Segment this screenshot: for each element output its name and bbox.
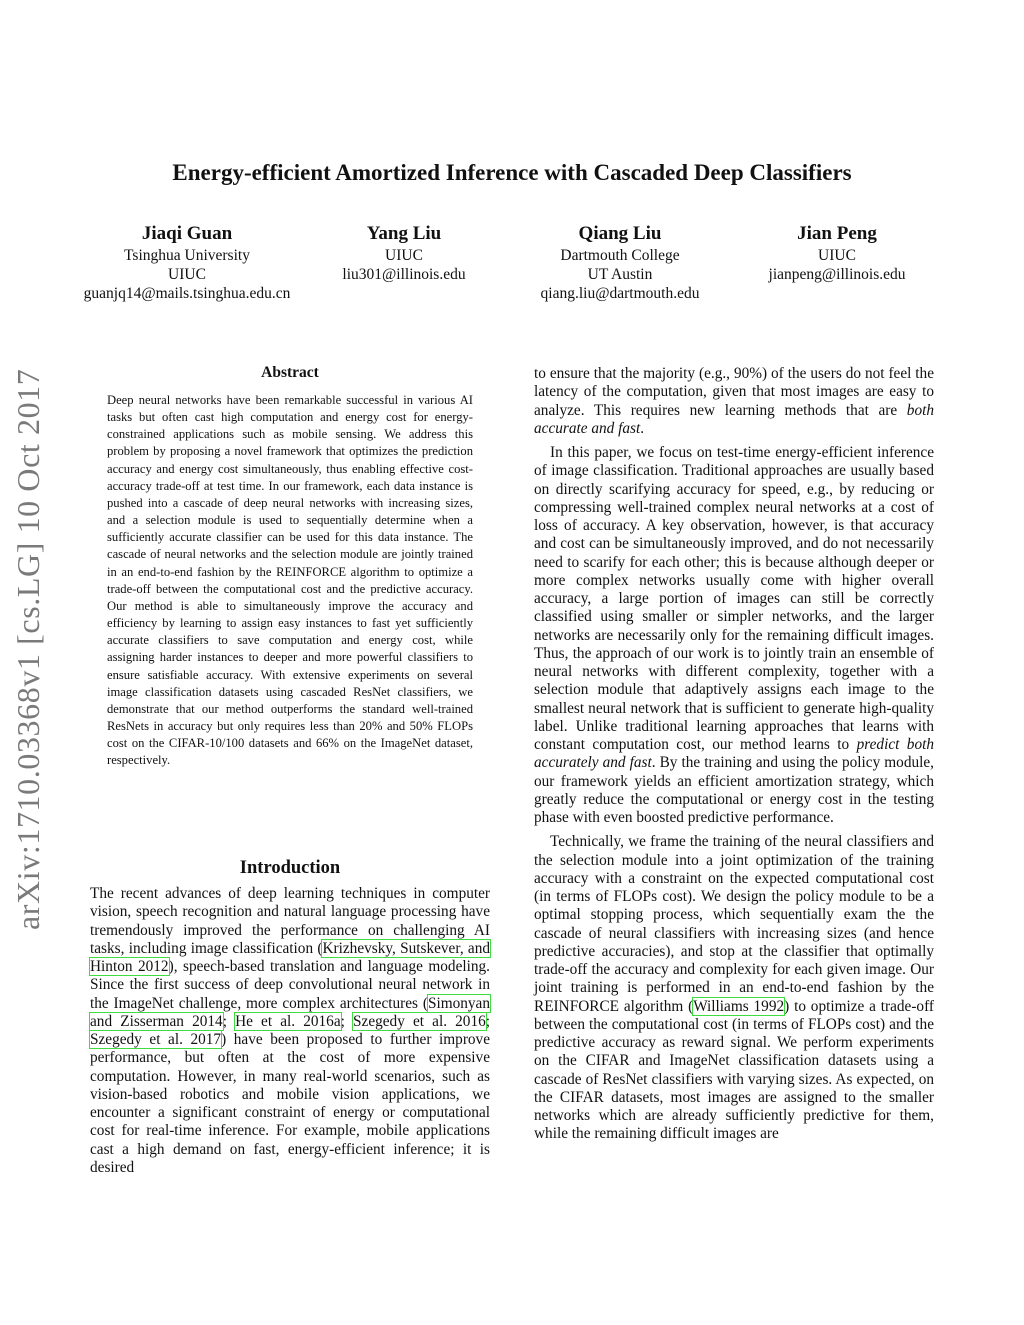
citation-link[interactable]: Szegedy et al. 2016	[353, 1012, 486, 1030]
citation-link[interactable]: Simonyan and Zisserman 2014	[90, 994, 490, 1030]
author-affiliation: Dartmouth College	[560, 247, 680, 264]
author-name: Qiang Liu	[578, 223, 662, 244]
author-affiliation: UIUC	[385, 247, 423, 264]
citation-link[interactable]: He et al. 2016a	[235, 1012, 341, 1030]
author-affiliation: UIUC	[168, 266, 206, 283]
author-name: Jian Peng	[797, 223, 877, 244]
intro-paragraph: In this paper, we focus on test-time energy-efficient inference of image classification. Traditional approaches are usually based on directly scarifying accuracy for speed, e.g., by reducing or compressing well-trained complex neural networks at a cost of loss of accuracy. A key observation, however, is that accuracy and cost can be simultaneously improved, and do not necessarily need to scarify for each other; this is because although deeper or more complex networks usually come with higher overall accuracy, a large portion of images can still be correctly classified using smaller or simpler networks, and the larger networks are necessarily only for the remaining difficult images. Thus, the approach of our work is to jointly train an ensemble of neural networks with different complexity, together with a selection module that adaptively assigns each image to the smallest neural network that is sufficient to generate high-quality label. Unlike traditional learning approaches that learns with constant computation cost, our method learns to predict both accurately and fast. By the training and using the policy module, our framework yields an efficient amortization strategy, which greatly reduce the computational or energy cost in the testing phase with even boosted predictive performance.	[534, 444, 934, 826]
intro-paragraph: to ensure that the majority (e.g., 90%) of the users do not feel the latency of the computation, given that most images are easy to analyze. This requires new learning methods that are both accurate and fast.	[534, 365, 934, 437]
abstract-heading: Abstract	[261, 364, 319, 381]
arxiv-identifier[interactable]: arXiv:1710.03368v1 [cs.LG] 10 Oct 2017	[10, 368, 46, 930]
author-block	[717, 222, 957, 284]
author-email[interactable]: qiang.liu@dartmouth.edu	[540, 285, 700, 302]
right-column-text	[534, 365, 934, 1144]
author-email[interactable]: jianpeng@illinois.edu	[768, 266, 906, 283]
author-email[interactable]: guanjq14@mails.tsinghua.edu.cn	[83, 285, 291, 302]
left-column-text	[90, 885, 490, 1177]
intro-paragraph: Technically, we frame the training of the neural classifiers and the selection module into a joint optimization of the training accuracy with a constraint on the expected computational cost (in terms of FLOPs cost). We design the policy module to be a optimal stopping process, which sequentially exam the the cascade of neural classifiers with increasing sizes (and hence predictive accuracies), and stop at the classifier that optimally trade-off the accuracy and complexity for each given image. Our joint training is performed in an end-to-end fashion by the REINFORCE algorithm (Williams 1992) to optimize a trade-off between the computational cost (in terms of FLOPs cost) and the predictive accuracy as reward signal. We perform experiments on the CIFAR and ImageNet classification datasets using a cascade of ResNet classifiers with varying sizes. As expected, on the CIFAR datasets, most images are assigned to the smaller networks which are already sufficiently predictive for them, while the remaining difficult images are	[534, 833, 934, 1143]
intro-paragraph: The recent advances of deep learning techniques in computer vision, speech recognition and natural language processing have tremendously improved the performance on challenging AI tasks, including image classification (Krizhevsky, Sutskever, and Hinton 2012), speech-based translation and language modeling. Since the first success of deep convolutional neural network in the ImageNet challenge, more complex architectures (Simonyan and Zisserman 2014; He et al. 2016a; Szegedy et al. 2016; Szegedy et al. 2017) have been proposed to further improve performance, but often at the cost of more expensive computation. However, in many real-world scenarios, such as vision-based robotics and mobile vision applications, we encounter a significant constraint of energy or computational cost for real-time inference. For example, mobile applications cast a high demand on fast, energy-efficient inference; it is desired	[90, 885, 491, 1176]
author-affiliation: UT Austin	[587, 266, 653, 283]
author-block	[500, 222, 740, 303]
author-email[interactable]: liu301@illinois.edu	[342, 266, 466, 283]
citation-link[interactable]: Williams 1992	[693, 997, 785, 1015]
author-name: Jiaqi Guan	[141, 223, 233, 244]
paper-title: Energy-efficient Amortized Inference with Cascaded Deep Classifiers	[172, 160, 852, 185]
author-affiliation: UIUC	[818, 247, 856, 264]
abstract-body: Deep neural networks have been remarkable successful in various AI tasks but often cast high computation and energy cost for energy-constrained applications such as mobile sensing. We address this problem by proposing a novel framework that optimizes the prediction accuracy and energy cost simultaneously, thus enabling effective cost-accuracy trade-off at test time. In our framework, each data instance is pushed into a cascade of deep neural networks with increasing sizes, and a selection module is used to sequentially determine when a sufficiently accurate classifier can be used for this data instance. The cascade of neural networks and the selection module are jointly trained in an end-to-end fashion by the REINFORCE algorithm to optimize a trade-off between the computational cost and the predictive accuracy. Our method is able to simultaneously improve the accuracy and efficiency by learning to assign easy instances to fast yet sufficiently accurate classifiers to save computation and energy cost, while assigning harder instances to deeper and more powerful classifiers to ensure satisfiable accuracy. With extensive experiments on several image classification datasets using cascaded ResNet classifiers, we demonstrate that our method outperforms the standard well-trained ResNets in accuracy but only requires less than 20% and 50% FLOPs cost on the CIFAR-10/100 datasets and 66% on the ImageNet dataset, respectively.	[107, 393, 473, 768]
author-name: Yang Liu	[366, 223, 442, 244]
author-block	[284, 222, 524, 284]
citation-link[interactable]: Szegedy et al. 2017	[90, 1031, 222, 1048]
author-affiliation: Tsinghua University	[124, 247, 250, 264]
introduction-heading: Introduction	[239, 858, 341, 878]
author-block	[67, 222, 307, 303]
citation-link[interactable]: Krizhevsky, Sutskever, and Hinton 2012	[90, 939, 491, 975]
